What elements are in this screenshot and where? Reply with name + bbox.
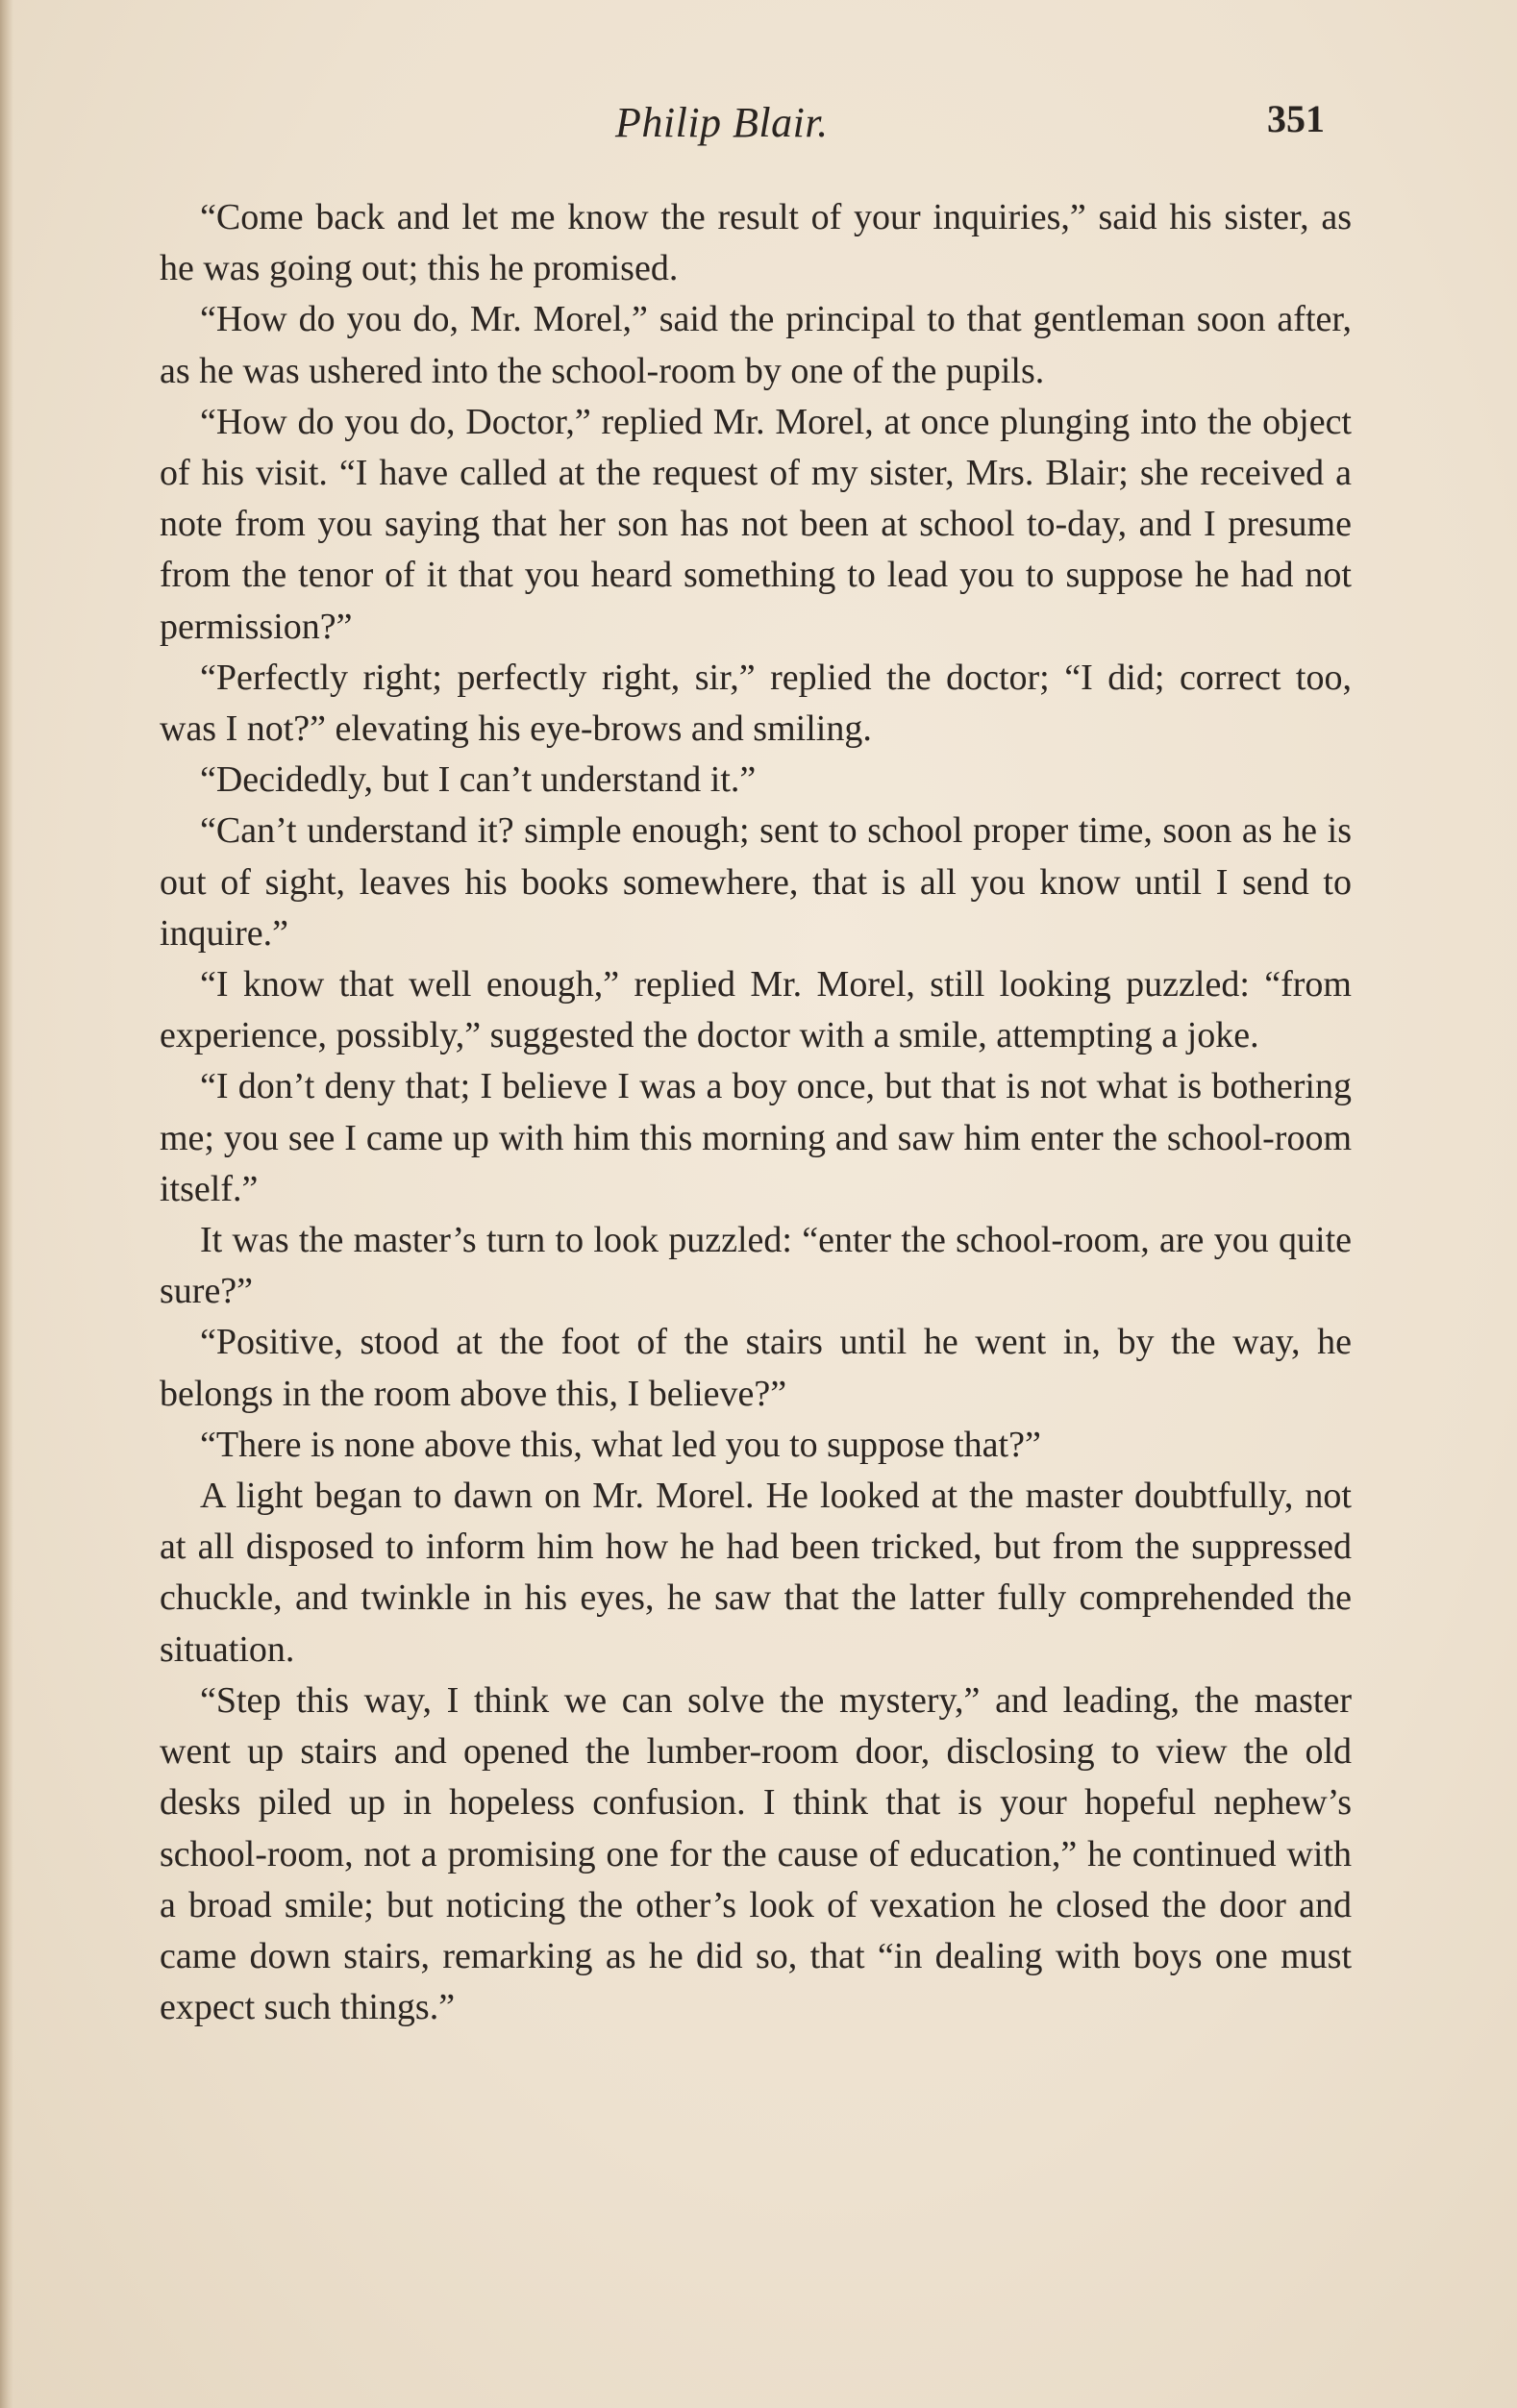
paragraph: “I know that well enough,” replied Mr. Morel, still looking puzzled: “from experience, possibly,” suggested the doctor with a smile, attempting a joke. bbox=[160, 964, 1352, 1056]
paragraph: “I don’t deny that; I believe I was a boy once, but that is not what is bothering me; you see I came up with him this morning and saw him enter the school-room itself.” bbox=[160, 1066, 1352, 1209]
page-header bbox=[0, 88, 1517, 156]
page-number: 351 bbox=[1267, 97, 1325, 140]
paragraph: “How do you do, Mr. Morel,” said the principal to that gentleman soon after, as he was ushered into the school-room by one of the pupils. bbox=[160, 299, 1352, 391]
paragraph: “Step this way, I think we can solve the mystery,” and leading, the master went up stairs and opened the lumber-room door, disclosing to view the old desks piled up in hopeless confusion. I think that is your hopeful nephew’s school-room, not a promising one for the cause of education,” he continued with a broad smile; but noticing the other’s look of vexation he closed the door and came down stairs, remarking as he did so, that “in dealing with boys one must expect such things.” bbox=[160, 1679, 1352, 2028]
paragraph: “Decidedly, but I can’t understand it.” bbox=[200, 759, 757, 801]
paragraph: “Come back and let me know the result of your inquiries,” said his sister, as he was going out; this he promised. bbox=[160, 197, 1352, 289]
body-text bbox=[160, 192, 1352, 2033]
paragraph: It was the master’s turn to look puzzled: “enter the school-room, are you quite sure?” bbox=[160, 1220, 1352, 1312]
paragraph: “Can’t understand it? simple enough; sent to school proper time, soon as he is out of sight, leaves his books somewhere, that is all you know until I send to inquire.” bbox=[160, 810, 1352, 954]
paragraph: “Positive, stood at the foot of the stairs until he went in, by the way, he belongs in the room above this, I believe?” bbox=[160, 1322, 1352, 1414]
page-binding-edge bbox=[0, 0, 13, 2408]
paragraph: “There is none above this, what led you to suppose that?” bbox=[200, 1424, 1041, 1465]
paragraph: “Perfectly right; perfectly right, sir,” replied the doctor; “I did; correct too, was I not?” elevating his eye-brows and smiling. bbox=[160, 657, 1352, 750]
paragraph: “How do you do, Doctor,” replied Mr. Morel, at once plunging into the object of his visit. “I have called at the request of my sister, Mrs. Blair; she received a note from you saying that her son has not been at school to-day, and I presume from the tenor of it that you heard something to lead you to suppose he had not permission?” bbox=[160, 401, 1352, 647]
running-title: Philip Blair. bbox=[615, 99, 829, 146]
paragraph: A light began to dawn on Mr. Morel. He looked at the master doubtfully, not at all disposed to inform him how he had been tricked, but from the suppressed chuckle, and twinkle in his eyes, he saw that the latter fully comprehended the situation. bbox=[160, 1476, 1352, 1670]
